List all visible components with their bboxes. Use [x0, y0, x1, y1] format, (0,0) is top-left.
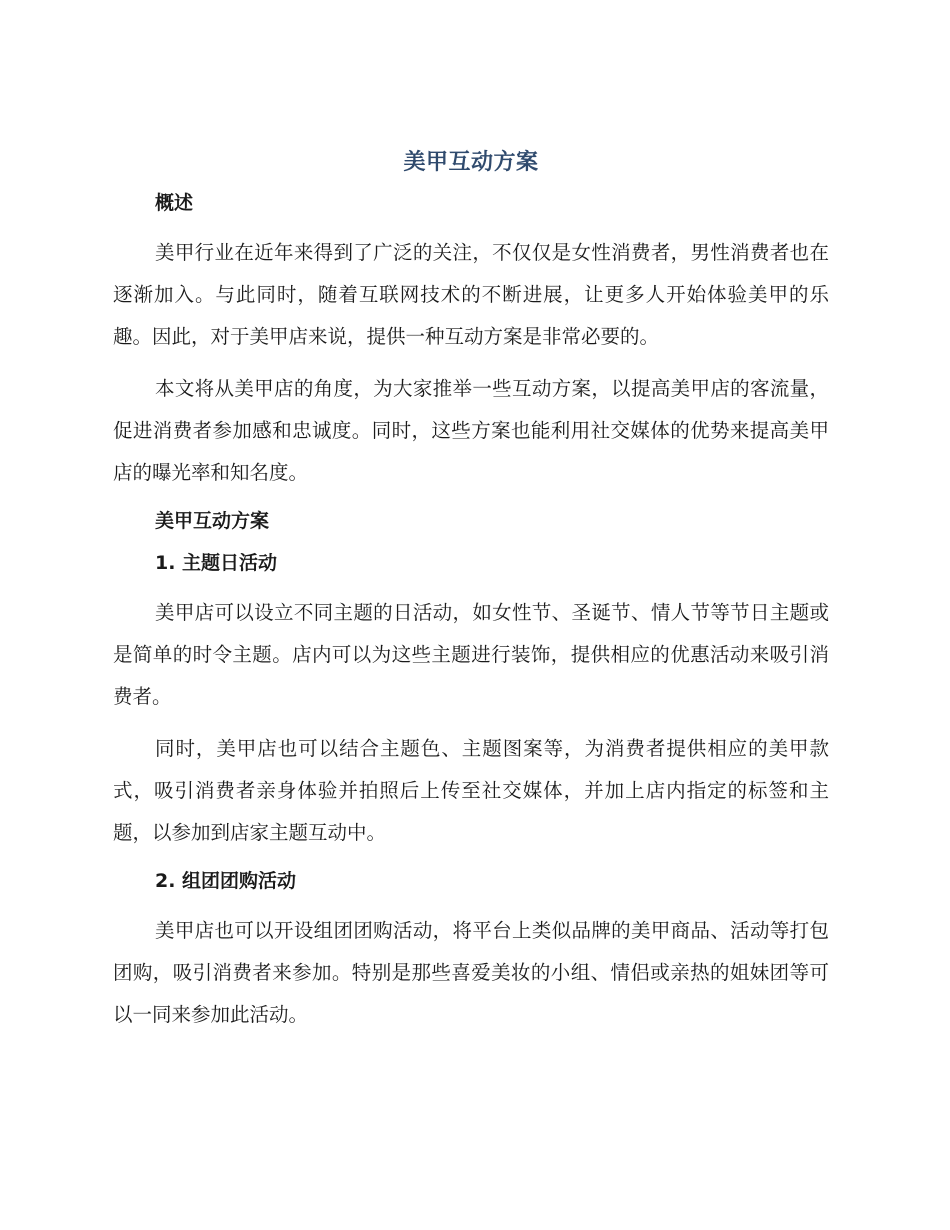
overview-heading: 概述 — [155, 192, 194, 214]
plan-heading: 美甲互动方案 — [155, 510, 270, 532]
overview-paragraph-1: 美甲行业在近年来得到了广泛的关注，不仅仅是女性消费者，男性消费者也在逐渐加入。与此同时，随着互联网技术的不断进展，让更多人开始体验美甲的乐趣。因此，对于美甲店来说，提供一种互动方案是非常必要的。 — [113, 241, 829, 348]
theme-day-paragraph-1: 美甲店可以设立不同主题的日活动，如女性节、圣诞节、情人节等节日主题或是简单的时令主题。店内可以为这些主题进行装饰，提供相应的优惠活动来吸引消费者。 — [113, 601, 829, 708]
theme-day-paragraph-2: 同时，美甲店也可以结合主题色、主题图案等，为消费者提供相应的美甲款式，吸引消费者亲身体验并拍照后上传至社交媒体，并加上店内指定的标签和主题，以参加到店家主题互动中。 — [113, 737, 829, 844]
group-buy-paragraph-1: 美甲店也可以开设组团团购活动，将平台上类似品牌的美甲商品、活动等打包团购，吸引消费者来参加。特别是那些喜爱美妆的小组、情侣或亲热的姐妹团等可以一同来参加此活动。 — [113, 919, 829, 1026]
section-heading-group-buy: 2. 组团团购活动 — [155, 870, 297, 892]
section-heading-theme-day: 1. 主题日活动 — [155, 552, 278, 574]
document-title: 美甲互动方案 — [403, 150, 539, 175]
document-body — [113, 146, 829, 1046]
overview-paragraph-2: 本文将从美甲店的角度，为大家推举一些互动方案，以提高美甲店的客流量，促进消费者参加感和忠诚度。同时，这些方案也能利用社交媒体的优势来提高美甲店的曝光率和知名度。 — [113, 377, 829, 484]
